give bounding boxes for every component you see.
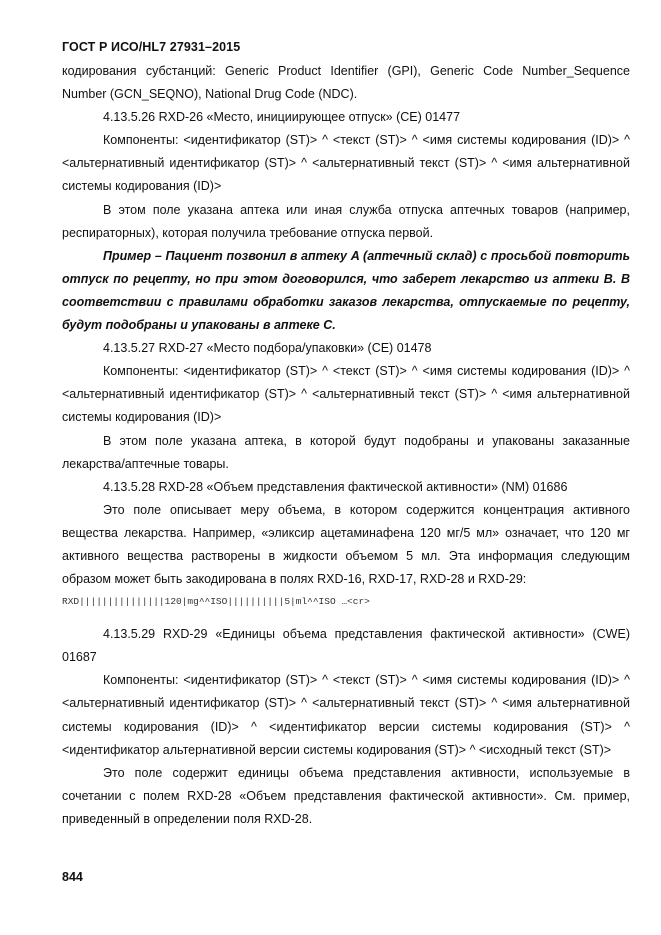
document-body xyxy=(62,60,630,831)
section-heading-rxd-29: 4.13.5.29 RXD-29 «Единицы объема представления фактической активности» (CWE) 01687 xyxy=(62,627,630,665)
example-paragraph: Пример – Пациент позвонил в аптеку A (аптечный склад) с просьбой повторить отпуск по рецепту, но при этом договорился, что заберет лекарство из аптеки B. В соответствии с правилами обработки заказов лекарства, отпускаемые по рецепту, будут подобраны и упакованы в аптеке C. xyxy=(62,248,630,333)
page-number: 844 xyxy=(62,870,83,884)
paragraph-components-rxd-27: Компоненты: <идентификатор (ST)> ^ <текст (ST)> ^ <имя системы кодирования (ID)> ^ <альтернативный идентификатор (ST)> ^ <альтернативный текст (ST)> ^ <имя альтернативной системы кодирования (ID)> xyxy=(62,364,630,425)
paragraph-components-rxd-29: Компоненты: <идентификатор (ST)> ^ <текст (ST)> ^ <имя системы кодирования (ID)> ^ <альтернативный идентификатор (ST)> ^ <альтернативный текст (ST)> ^ <имя альтернативной системы кодирования (ID)> ^ <идентификатор версии системы кодирования (ST)> ^ <идентификатор альтернативной версии системы кодирования (ST)> ^ <исходный текст (ST)> xyxy=(62,673,630,757)
section-heading-rxd-28: 4.13.5.28 RXD-28 «Объем представления фактической активности» (NM) 01686 xyxy=(103,479,568,494)
section-heading-rxd-27: 4.13.5.27 RXD-27 «Место подбора/упаковки» (CE) 01478 xyxy=(103,341,432,356)
paragraph-description-rxd-29: Это поле содержит единицы объема представления активности, используемые в сочетании с полем RXD-28 «Объем представления фактической активности». См. пример, приведенный в определении поля RXD-28. xyxy=(62,765,630,826)
section-heading-rxd-26: 4.13.5.26 RXD-26 «Место, инициирующее отпуск» (CE) 01477 xyxy=(103,110,461,125)
paragraph-description-rxd-28: Это поле описывает меру объема, в котором содержится концентрация активного вещества лекарства. Например, «эликсир ацетаминафена 120 мг/5 мл» означает, что 120 мг активного вещества растворены в жидкости объемом 5 мл. Эта информация следующим образом может быть закодирована в полях RXD-16, RXD-17, RXD-28 и RXD-29: xyxy=(62,502,630,587)
code-example: RXD|||||||||||||||120|mg^^ISO||||||||||5|ml^^ISO …<cr> xyxy=(62,596,370,608)
paragraph-description-rxd-27: В этом поле указана аптека, в которой будут подобраны и упакованы заказанные лекарства/аптечные товары. xyxy=(62,433,630,471)
document-header: ГОСТ Р ИСО/HL7 27931–2015 xyxy=(62,40,241,54)
paragraph-continuation: кодирования субстанций: Generic Product Identifier (GPI), Generic Code Number_Sequence Number (GCN_SEQNO), National Drug Code (NDC). xyxy=(62,64,630,102)
paragraph-description-rxd-26: В этом поле указана аптека или иная служба отпуска аптечных товаров (например, респираторных), которая получила требование отпуска первой. xyxy=(62,202,630,240)
paragraph-components-rxd-26: Компоненты: <идентификатор (ST)> ^ <текст (ST)> ^ <имя системы кодирования (ID)> ^ <альтернативный идентификатор (ST)> ^ <альтернативный текст (ST)> ^ <имя альтернативной системы кодирования (ID)> xyxy=(62,133,630,194)
